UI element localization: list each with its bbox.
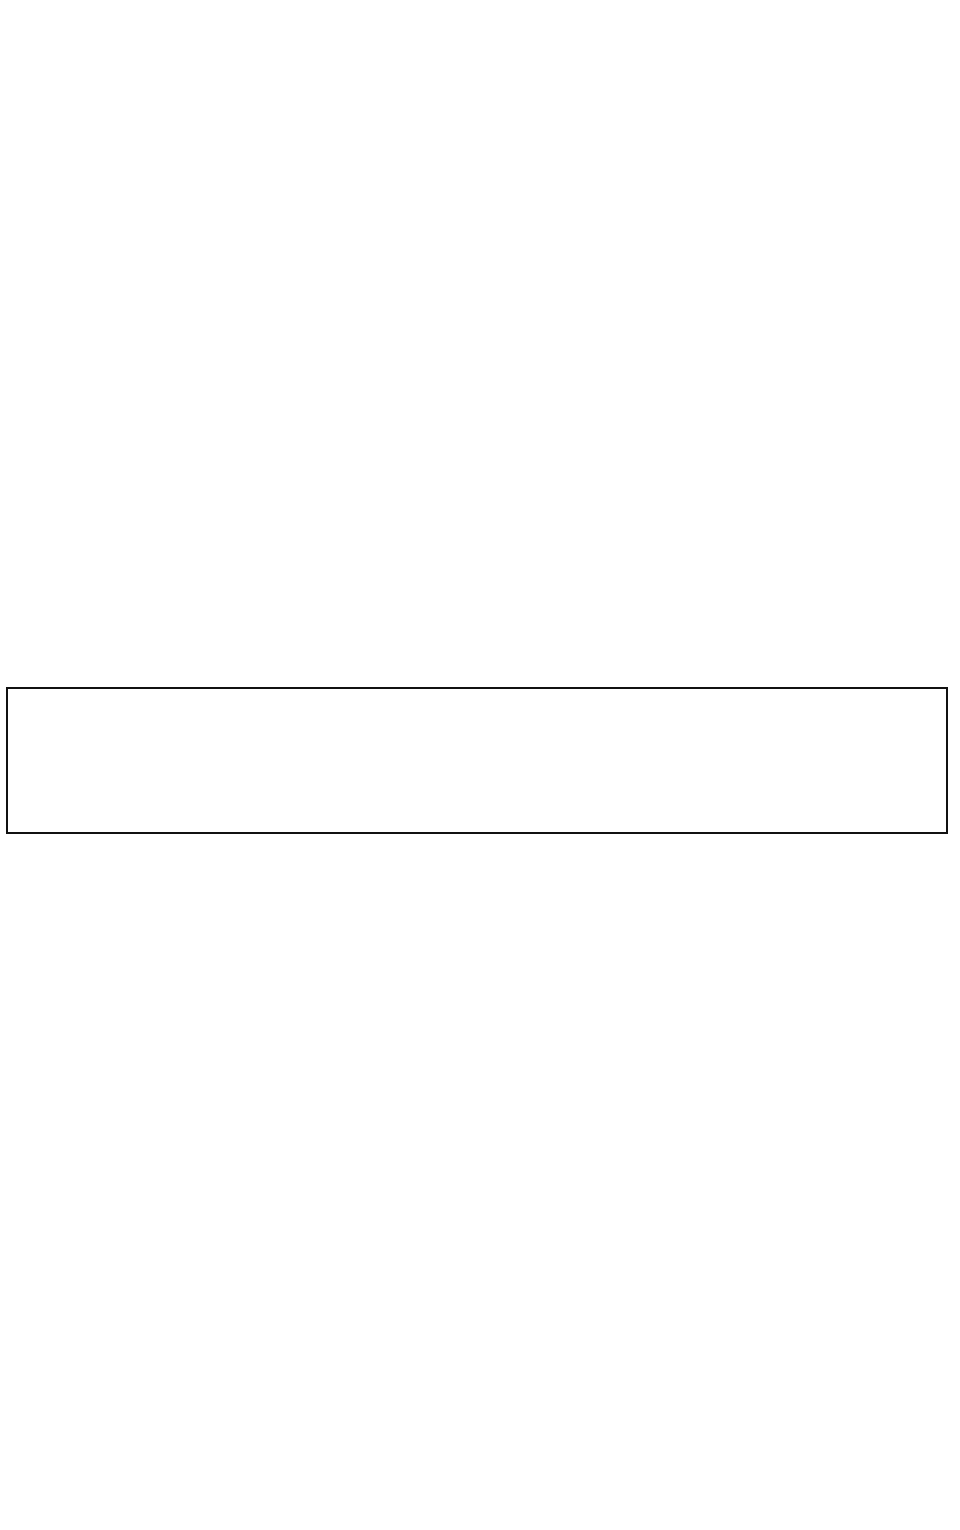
- highlight-box: [6, 687, 948, 834]
